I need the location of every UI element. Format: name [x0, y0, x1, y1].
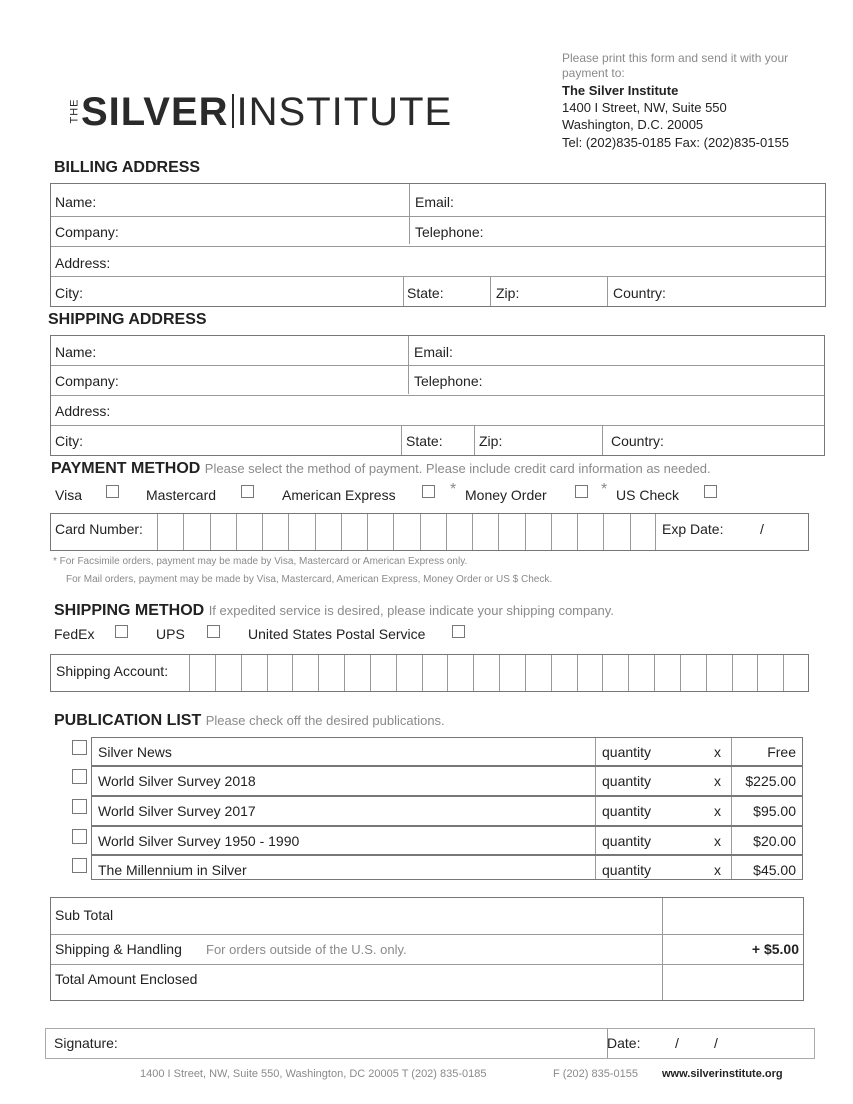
publication-price: $45.00: [753, 862, 796, 878]
signature-date-field[interactable]: Date:: [607, 1035, 641, 1051]
publication-price: $95.00: [753, 803, 796, 819]
publication-checkbox[interactable]: [72, 829, 87, 844]
digit-cell[interactable]: [551, 514, 552, 550]
digit-cell[interactable]: [370, 655, 371, 691]
payment-heading: [51, 460, 711, 478]
quantity-field[interactable]: quantity: [602, 803, 652, 819]
ups-checkbox[interactable]: [207, 625, 220, 638]
payment-title: PAYMENT METHOD: [51, 460, 201, 477]
digit-cell[interactable]: [183, 514, 184, 550]
times-sign: x: [714, 744, 721, 760]
publication-checkbox[interactable]: [72, 858, 87, 873]
shipping-address-title: SHIPPING ADDRESS: [48, 311, 207, 328]
visa-checkbox[interactable]: [106, 485, 119, 498]
publication-checkbox[interactable]: [72, 740, 87, 755]
total-amount-field[interactable]: [663, 965, 803, 1000]
quantity-field[interactable]: quantity: [602, 833, 652, 849]
digit-cell[interactable]: [344, 655, 345, 691]
digit-cell[interactable]: [292, 655, 293, 691]
shipping-option-ups: UPS: [156, 626, 185, 642]
publication-price: Free: [767, 744, 796, 760]
billing-zip-field[interactable]: Zip:: [496, 285, 520, 301]
digit-cell[interactable]: [473, 655, 474, 691]
shipping-method-title: SHIPPING METHOD: [54, 602, 205, 619]
digit-cell[interactable]: [577, 655, 578, 691]
card-number-label: Card Number:: [55, 521, 143, 537]
digit-cell[interactable]: [236, 514, 237, 550]
date-slash-1: /: [675, 1035, 679, 1051]
times-sign: x: [714, 803, 721, 819]
digit-cell[interactable]: [654, 655, 655, 691]
digit-cell[interactable]: [215, 655, 216, 691]
publication-row: [91, 855, 803, 880]
digit-cell[interactable]: [577, 514, 578, 550]
digit-cell[interactable]: [315, 514, 316, 550]
publication-name: The Millennium in Silver: [98, 862, 247, 878]
payment-option-visa: Visa: [55, 487, 82, 503]
billing-state-field[interactable]: State:: [407, 285, 444, 301]
shipping-option-usps: United States Postal Service: [248, 626, 426, 642]
publication-checkbox[interactable]: [72, 769, 87, 784]
totals-box: [50, 897, 804, 1001]
times-sign: x: [714, 773, 721, 789]
shipping-handling-label: Shipping & Handling: [55, 941, 182, 957]
shipping-country-field[interactable]: Country:: [611, 433, 664, 449]
billing-city-field[interactable]: City:: [55, 285, 83, 301]
digit-cell[interactable]: [525, 655, 526, 691]
silver-institute-logo: THESILVER INSTITUTE: [68, 90, 453, 134]
shipping-email-field[interactable]: Email:: [414, 344, 453, 360]
digit-cell[interactable]: [783, 655, 784, 691]
digit-cell[interactable]: [210, 514, 211, 550]
publication-heading: [54, 712, 445, 730]
publication-name: World Silver Survey 1950 - 1990: [98, 833, 300, 849]
shipping-telephone-field[interactable]: Telephone:: [414, 373, 483, 389]
digit-cell[interactable]: [241, 655, 242, 691]
shipping-method-heading: [54, 602, 614, 620]
footer-address: 1400 I Street, NW, Suite 550, Washington, DC 20005 T (202) 835-0185: [140, 1068, 487, 1080]
subtotal-field[interactable]: [663, 898, 803, 934]
digit-cell[interactable]: [396, 655, 397, 691]
times-sign: x: [714, 833, 721, 849]
digit-cell[interactable]: [446, 514, 447, 550]
card-number-box: [50, 513, 809, 551]
shipping-method-subtitle: If expedited service is desired, please indicate your shipping company.: [208, 603, 614, 618]
shipping-account-box: [50, 654, 809, 692]
digit-cell[interactable]: [367, 514, 368, 550]
mail-payment-note: For Mail orders, payment may be made by Visa, Mastercard, American Express, Money Order or US $ Check.: [66, 574, 553, 585]
shipping-city-field[interactable]: City:: [55, 433, 83, 449]
us-check-checkbox[interactable]: [704, 485, 717, 498]
billing-telephone-field[interactable]: Telephone:: [415, 224, 484, 240]
billing-email-field[interactable]: Email:: [415, 194, 454, 210]
money-order-asterisk: *: [450, 481, 457, 498]
card-number-input[interactable]: [157, 514, 656, 550]
shipping-option-fedex: FedEx: [54, 626, 95, 642]
digit-cell[interactable]: [499, 655, 500, 691]
digit-cell[interactable]: [157, 514, 158, 550]
billing-country-field[interactable]: Country:: [613, 285, 666, 301]
shipping-zip-field[interactable]: Zip:: [479, 433, 503, 449]
publication-price: $20.00: [753, 833, 796, 849]
footer-fax: F (202) 835-0155: [553, 1068, 638, 1080]
shipping-account-label: Shipping Account:: [56, 663, 169, 679]
shipping-account-input[interactable]: [189, 655, 809, 691]
digit-cell[interactable]: [262, 514, 263, 550]
publication-row: [91, 826, 803, 855]
payment-option-mastercard: Mastercard: [146, 487, 217, 503]
shipping-handling-note: For orders outside of the U.S. only.: [206, 942, 407, 957]
digit-cell[interactable]: [732, 655, 733, 691]
billing-company-field[interactable]: Company:: [55, 224, 119, 240]
publication-row: [91, 796, 803, 826]
digit-cell[interactable]: [680, 655, 681, 691]
shipping-name-field[interactable]: Name:: [55, 344, 97, 360]
publication-checkbox[interactable]: [72, 799, 87, 814]
payment-option-money-order: Money Order: [465, 487, 547, 503]
digit-cell[interactable]: [525, 514, 526, 550]
publication-name: World Silver Survey 2018: [98, 773, 256, 789]
digit-cell[interactable]: [318, 655, 319, 691]
publication-subtitle: Please check off the desired publications.: [205, 713, 445, 728]
digit-cell[interactable]: [472, 514, 473, 550]
quantity-field[interactable]: quantity: [602, 744, 652, 760]
payment-option-us-check: US Check: [616, 487, 680, 503]
amex-checkbox[interactable]: [422, 485, 435, 498]
times-sign: x: [714, 862, 721, 878]
exp-date-label[interactable]: Exp Date:: [662, 521, 724, 537]
digit-cell[interactable]: [447, 655, 448, 691]
publication-name: Silver News: [98, 744, 172, 760]
publication-price: $225.00: [745, 773, 796, 789]
shipping-handling-value: + $5.00: [751, 941, 799, 957]
publication-name: World Silver Survey 2017: [98, 803, 256, 819]
publication-row: [91, 766, 803, 796]
digit-cell[interactable]: [757, 655, 758, 691]
org-name: The Silver Institute: [562, 83, 679, 98]
digit-cell[interactable]: [422, 655, 423, 691]
digit-cell[interactable]: [288, 514, 289, 550]
shipping-state-field[interactable]: State:: [406, 433, 443, 449]
digit-cell[interactable]: [551, 655, 552, 691]
digit-cell[interactable]: [393, 514, 394, 550]
quantity-field[interactable]: quantity: [602, 862, 652, 878]
exp-date-slash: /: [760, 521, 764, 537]
digit-cell[interactable]: [420, 514, 421, 550]
signature-box: [45, 1028, 815, 1059]
money-order-checkbox[interactable]: [575, 485, 588, 498]
signature-field[interactable]: Signature:: [54, 1035, 118, 1051]
subtotal-label: Sub Total: [55, 907, 114, 923]
digit-cell[interactable]: [602, 655, 603, 691]
total-amount-label: Total Amount Enclosed: [55, 971, 198, 987]
publication-title: PUBLICATION LIST: [54, 712, 202, 729]
digit-cell[interactable]: [603, 514, 604, 550]
shipping-company-field[interactable]: Company:: [55, 373, 119, 389]
digit-cell[interactable]: [628, 655, 629, 691]
shipping-address-form: [50, 335, 825, 456]
digit-cell[interactable]: [341, 514, 342, 550]
header-intro: Please print this form and send it with your payment to:: [562, 51, 789, 80]
publication-row: [91, 737, 803, 766]
digit-cell[interactable]: [706, 655, 707, 691]
shipping-address-field[interactable]: Address:: [55, 403, 111, 419]
payment-option-amex: American Express: [282, 487, 396, 503]
digit-cell[interactable]: [267, 655, 268, 691]
mastercard-checkbox[interactable]: [241, 485, 254, 498]
org-street: 1400 I Street, NW, Suite 550: [562, 100, 727, 115]
digit-cell[interactable]: [498, 514, 499, 550]
digit-cell[interactable]: [630, 514, 631, 550]
usps-checkbox[interactable]: [452, 625, 465, 638]
org-city: Washington, D.C. 20005: [562, 117, 704, 132]
org-phone: Tel: (202)835-0185 Fax: (202)835-0155: [562, 135, 789, 150]
billing-address-form: [50, 183, 826, 307]
fedex-checkbox[interactable]: [115, 625, 128, 638]
us-check-asterisk: *: [601, 481, 608, 498]
date-slash-2: /: [714, 1035, 718, 1051]
billing-name-field[interactable]: Name:: [55, 194, 97, 210]
payment-subtitle: Please select the method of payment. Please include credit card information as needed.: [204, 461, 711, 476]
fax-payment-note: * For Facsimile orders, payment may be made by Visa, Mastercard or American Express only.: [53, 556, 468, 567]
billing-title: BILLING ADDRESS: [54, 159, 201, 176]
billing-address-field[interactable]: Address:: [55, 255, 111, 271]
footer-website[interactable]: www.silverinstitute.org: [662, 1068, 783, 1080]
quantity-field[interactable]: quantity: [602, 773, 652, 789]
digit-cell[interactable]: [189, 655, 190, 691]
